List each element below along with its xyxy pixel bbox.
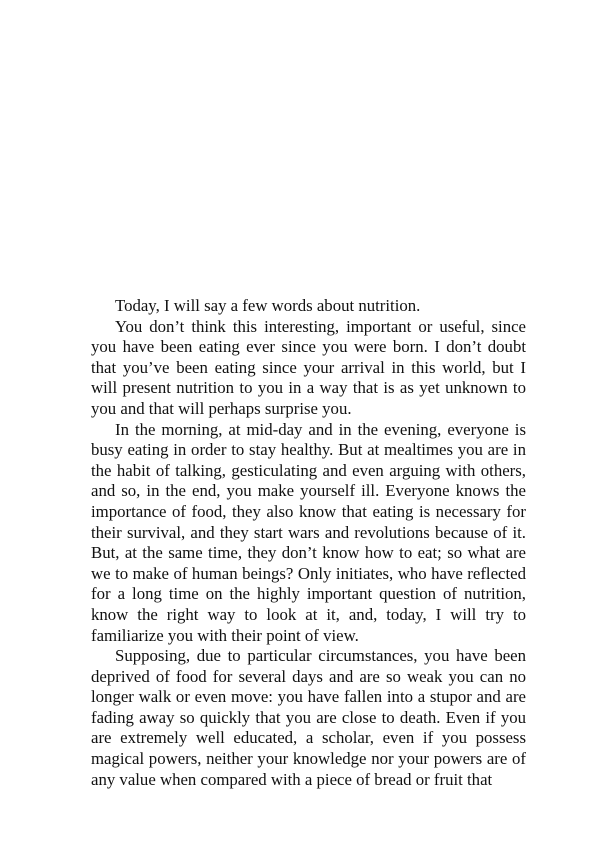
paragraph-deprived: Supposing, due to particular circumstances, you have been deprived of food for several days and are so weak you can no longer walk or even move: you have fallen into a stupor and are fading away so quickly that you are close to death. Even if you are extremely well educated, a scholar, even if you possess magical powers, neither your knowledge nor your powers are of any value when compared with a piece of bread or fruit that (91, 646, 526, 789)
paragraph-eating: You don’t think this interesting, important or useful, since you have been eating ever since you were born. I don’t doubt that you’ve been eating since your arrival in this world, but I will present nutrition to you in a way that is as yet unknown to you and that will perhaps surprise you. (91, 316, 526, 418)
body-text (91, 296, 526, 790)
paragraph-intro: Today, I will say a few words about nutrition. (115, 296, 421, 315)
paragraph-mealtimes: In the morning, at mid-day and in the evening, everyone is busy eating in order to stay healthy. But at mealtimes you are in the habit of talking, gesticulating and even arguing with others, and so, in the end, you make yourself ill. Everyone knows the importance of food, they also know that eating is necessary for their survival, and they start wars and revolutions because of it. But, at the same time, they don’t know how to eat; so what are we to make of human beings? Only initiates, who have reflected for a long time on the highly important question of nutrition, know the right way to look at it, and, today, I will try to familiarize you with their point of view. (91, 419, 526, 645)
